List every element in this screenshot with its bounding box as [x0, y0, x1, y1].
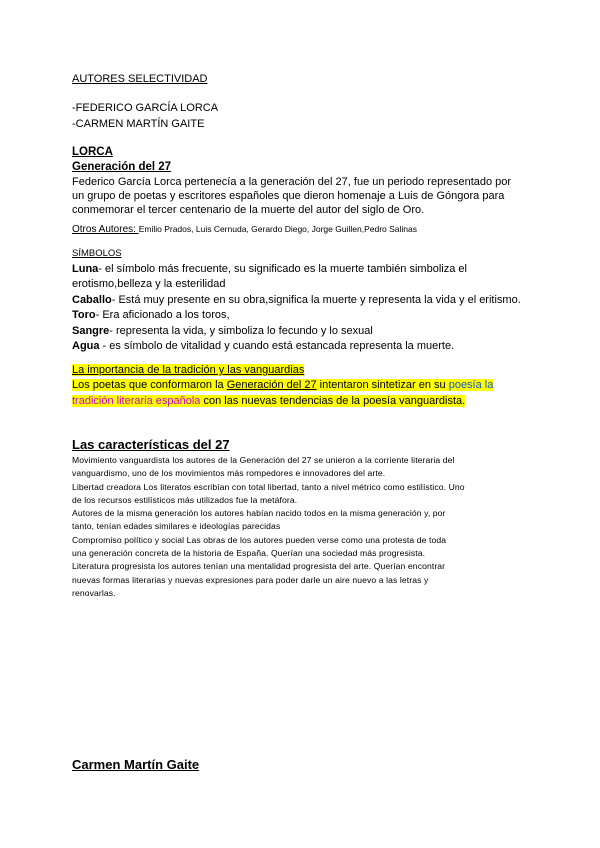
def-luna: - el símbolo más frecuente, su significado es la muerte también simboliza el	[98, 263, 467, 275]
caracteristicas-body	[72, 454, 465, 600]
paragraph-line: un grupo de poetas y escritores españoles que dieron homenaje a Luis de Góngora para	[72, 190, 505, 202]
tradicion-text: con las nuevas tendencias de la poesía vanguardista.	[200, 395, 466, 407]
simbolos-heading: SÍMBOLOS	[72, 248, 122, 259]
document-title: AUTORES SELECTIVIDAD	[72, 73, 208, 85]
simbolos-list	[72, 262, 521, 354]
author-item-lorca: -FEDERICO GARCÍA LORCA	[72, 102, 219, 114]
caracteristicas-line: renovarlas.	[72, 587, 116, 598]
term-luna: Luna	[72, 263, 99, 275]
simbolo-luna	[72, 262, 521, 277]
lorca-paragraph	[72, 175, 511, 217]
tradicion-line-2	[72, 393, 493, 409]
paragraph-line: conmemorar el tercer centenario de la muerte del autor del siglo de Oro.	[72, 204, 425, 216]
simbolo-caballo	[72, 293, 521, 308]
tradicion-line-1	[72, 377, 493, 393]
simbolo-luna-cont: erotismo,belleza y la esterilidad	[72, 278, 226, 291]
tradicion-literaria: tradición literaria española	[72, 395, 201, 407]
caracteristicas-line: vanguardismo, uno de los movimientos más rompedores e innovadores del arte.	[72, 468, 386, 479]
def-sangre: - representa la vida, y simboliza lo fecundo y lo sexual	[109, 324, 373, 337]
tradicion-text: intentaron sintetizar en su	[316, 379, 449, 391]
def-agua: - es símbolo de vitalidad y cuando está estancada representa la muerte.	[99, 340, 455, 353]
tradicion-heading-text: La importancia de la tradición y las vanguardias	[72, 364, 305, 376]
tradicion-text: Los poetas que conformaron la	[72, 379, 227, 391]
generacion-link[interactable]: Generación del 27	[226, 379, 317, 391]
caracteristicas-line: Movimiento vanguardista los autores de la Generación del 27 se unieron a la corriente literaria del	[72, 455, 455, 465]
caracteristicas-heading: Las características del 27	[72, 437, 230, 452]
simbolo-sangre	[72, 324, 521, 339]
caracteristicas-line: de los recursos estilísticos más utilizados fue la metáfora.	[72, 494, 298, 505]
def-toro: - Era aficionado a los toros,	[95, 309, 230, 322]
term-sangre: Sangre	[72, 324, 110, 337]
author-item-gaite: -CARMEN MARTÍN GAITE	[72, 118, 205, 130]
tradicion-poesia: poesía la	[448, 379, 494, 391]
term-agua: Agua	[72, 340, 100, 353]
caracteristicas-line: Libertad creadora Los literatos escribían con total libertad, tanto a nivel métrico como estilístico. Uno	[72, 481, 465, 492]
caracteristicas-line: Literatura progresista los autores tenían una mentalidad progresista del arte. Querían encontrar	[72, 561, 446, 572]
tradicion-heading	[72, 363, 304, 377]
generacion-heading: Generación del 27	[72, 161, 172, 173]
caracteristicas-line: nuevas formas literarias y nuevas expresiones para poder darle un aire nuevo a las letras y	[72, 574, 429, 585]
def-caballo: - Está muy presente en su obra,significa la muerte y representa la vida y el eritismo.	[111, 293, 521, 306]
paragraph-line: Federico García Lorca pertenecía a la generación del 27, fue un periodo representado por	[72, 176, 512, 188]
simbolo-agua	[72, 339, 521, 354]
term-caballo: Caballo	[72, 293, 112, 306]
caracteristicas-line: una generación concreta de la historia de España. Querían una sociedad más progresista.	[72, 548, 426, 559]
tradicion-paragraph	[72, 377, 493, 409]
lorca-heading: LORCA	[72, 146, 113, 158]
term-toro: Toro	[72, 309, 96, 322]
simbolo-toro	[72, 308, 521, 323]
caracteristicas-line: Autores de la misma generación los autores habían nacido todos en la misma generación y, por	[72, 508, 446, 519]
carmen-heading: Carmen Martín Gaite	[72, 757, 200, 772]
caracteristicas-line: tanto, tenían edades similares e ideologías parecidas	[72, 521, 281, 532]
otros-autores-label: Otros Autores:	[72, 224, 139, 235]
otros-autores	[72, 219, 417, 237]
caracteristicas-line: Compromiso político y social Las obras de los autores pueden verse como una protesta de toda	[72, 534, 447, 545]
otros-autores-list: Emilio Prados, Luis Cernuda, Gerardo Diego, Jorge Guillen,Pedro Salinas	[138, 224, 417, 234]
